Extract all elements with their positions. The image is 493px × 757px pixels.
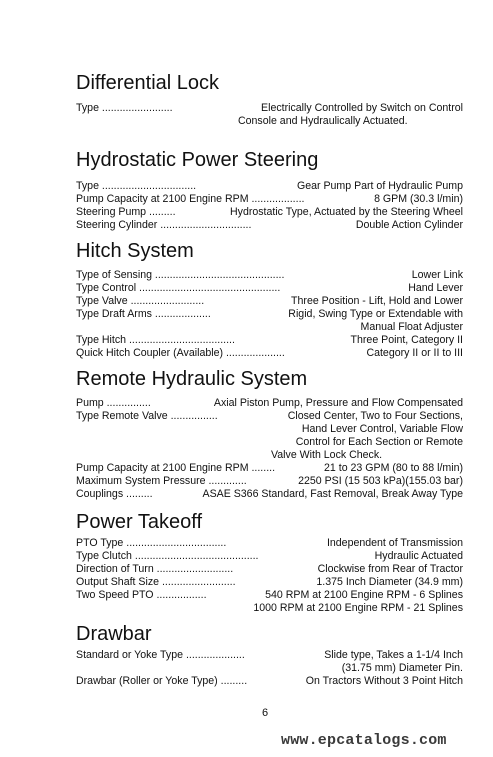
spec-label: Maximum System Pressure ............. [76,475,247,487]
spec-value: Hydraulic Actuated [374,550,463,562]
spec-label: Quick Hitch Coupler (Available) .................... [76,347,285,359]
spec-value-cont: Control for Each Section or Remote [295,436,463,448]
spec-label: Type ........................ [76,102,173,114]
spec-label: Drawbar (Roller or Yoke Type) ......... [76,675,248,687]
spec-label: Type Control ................................................ [76,282,281,294]
spec-label: Type ................................ [76,180,197,192]
section-title-hitch-system: Hitch System [76,240,194,262]
spec-value-cont: (31.75 mm) Diameter Pin. [341,662,463,674]
spec-label: Type Hitch .................................... [76,334,235,346]
spec-value: Slide type, Takes a 1-1/4 Inch [324,649,463,661]
spec-label: Pump Capacity at 2100 Engine RPM ........ [76,462,276,474]
spec-value-cont: Console and Hydraulically Actuated. [238,115,408,127]
spec-value: Double Action Cylinder [355,219,463,231]
spec-value: Axial Piston Pump, Pressure and Flow Compensated [213,397,463,409]
spec-value: Closed Center, Two to Four Sections, [287,410,463,422]
spec-value: 540 RPM at 2100 Engine RPM - 6 Splines [265,589,463,601]
spec-value: Independent of Transmission [326,537,463,549]
spec-value-cont: 1000 RPM at 2100 Engine RPM - 21 Splines [253,602,463,614]
spec-label: Direction of Turn .......................... [76,563,234,575]
spec-value: 8 GPM (30.3 l/min) [374,193,463,205]
section-title-drawbar: Drawbar [76,623,152,645]
section-title-differential-lock: Differential Lock [76,72,220,94]
spec-label: Pump Capacity at 2100 Engine RPM .................. [76,193,305,205]
spec-label: Standard or Yoke Type .................... [76,649,245,661]
spec-value-cont: Manual Float Adjuster [360,321,463,333]
spec-value: On Tractors Without 3 Point Hitch [305,675,463,687]
section-title-power-takeoff: Power Takeoff [76,511,203,533]
watermark: www.epcatalogs.com [281,732,447,749]
spec-value: 21 to 23 GPM (80 to 88 l/min) [324,462,463,474]
page-number: 6 [262,707,269,719]
spec-label: Type Clutch .......................................... [76,550,259,562]
spec-label: Type Draft Arms ................... [76,308,211,320]
spec-value: Lower Link [411,269,463,281]
spec-label: Pump ............... [76,397,151,409]
spec-value: 2250 PSI (15 503 kPa)(155.03 bar) [298,475,463,487]
spec-value: Gear Pump Part of Hydraulic Pump [296,180,463,192]
spec-value: ASAE S366 Standard, Fast Removal, Break Away Type [202,488,463,500]
spec-value: Category II or II to III [366,347,463,359]
spec-value: Three Point, Category II [350,334,463,346]
spec-value-cont: Hand Lever Control, Variable Flow [301,423,463,435]
spec-value: Rigid, Swing Type or Extendable with [288,308,463,320]
spec-value-cont: Valve With Lock Check. [271,449,383,461]
spec-label: Steering Pump ......... [76,206,176,218]
spec-value: Three Position - Lift, Hold and Lower [291,295,463,307]
spec-value: Hand Lever [408,282,463,294]
spec-label: Couplings ......... [76,488,153,500]
spec-value: Clockwise from Rear of Tractor [317,563,463,575]
spec-value: Electrically Controlled by Switch on Control [261,102,463,114]
spec-label: Steering Cylinder ............................... [76,219,252,231]
spec-value: Hydrostatic Type, Actuated by the Steering Wheel [230,206,463,218]
spec-label: Type of Sensing ............................................ [76,269,285,281]
spec-label: Two Speed PTO ................. [76,589,207,601]
spec-label: Type Remote Valve ................ [76,410,218,422]
section-title-remote-hydraulic: Remote Hydraulic System [76,368,308,390]
spec-value: 1.375 Inch Diameter (34.9 mm) [316,576,463,588]
spec-label: Type Valve ......................... [76,295,205,307]
spec-label: Output Shaft Size ......................... [76,576,236,588]
section-title-power-steering: Hydrostatic Power Steering [76,149,319,171]
spec-label: PTO Type .................................. [76,537,227,549]
